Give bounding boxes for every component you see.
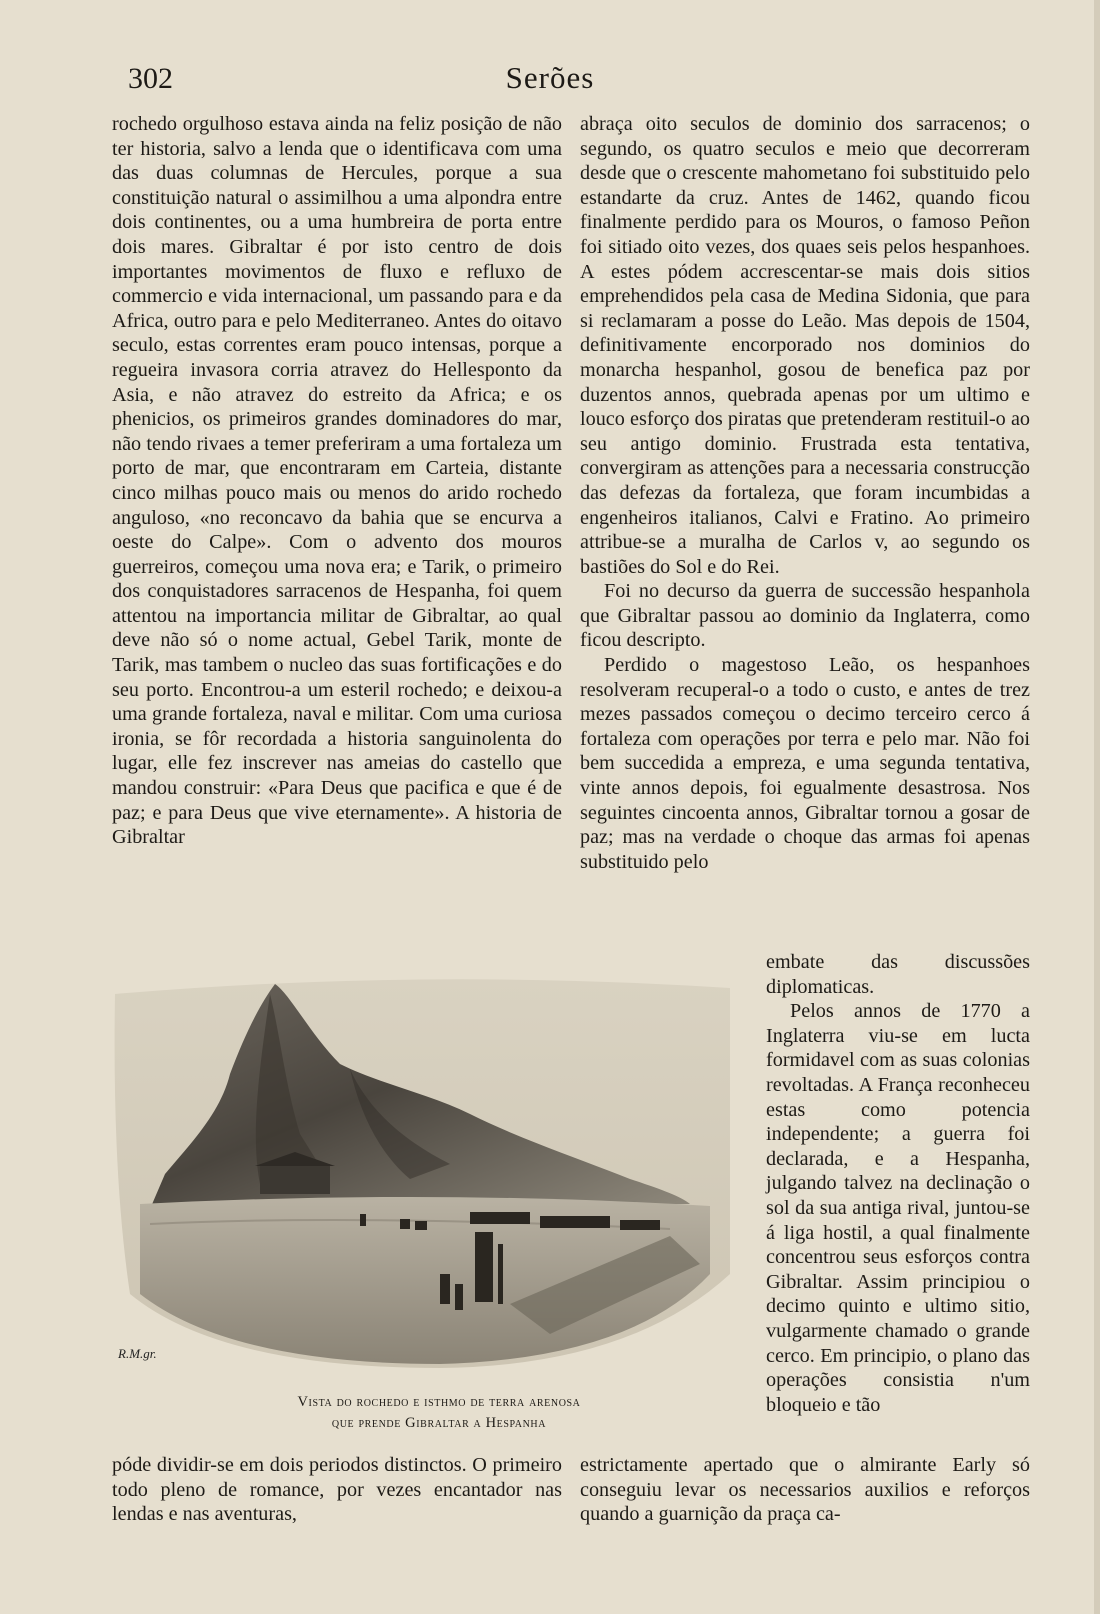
caption-line: Vista do rochedo e isthmo de terra arenosa xyxy=(297,1394,581,1410)
paragraph: Pelos annos de 1770 a Inglaterra viu-se em lucta formidavel com as suas colonias revoltadas. A França reconheceu estas como potencia independente; a guerra foi declarada, e a Hespanha, julgando talvez na declinação o sol da sua antiga rival, juntou-se á liga hostil, a qual finalmente concentrou seus esforços contra Gibraltar. Assim principiou o decimo quinto e ultimo sitio, vulgarmente chamado o grande cerco. Em principio, o plano das operações consistia n'um bloqueio e tão xyxy=(766,1000,1030,1416)
running-title: Serões xyxy=(505,60,595,95)
page-number: 302 xyxy=(128,62,173,95)
paragraph: Perdido o magestoso Leão, os hespanhoes resolveram recuperal-o a todo o custo, e antes de trez mezes passados começou o decimo terceiro cerco á fortaleza com operações por terra e pelo mar. Não foi bem succedida a empreza, e uma segunda tentativa, vinte annos depois, foi egualmente desastrosa. Nos seguintes cincoenta annos, Gibraltar tornou a gosar de paz; mas na verdade o choque das armas foi apenas substituido pelo xyxy=(580,654,1030,873)
right-column-bottom xyxy=(580,1453,1030,1527)
caption-line: que prende Gibraltar a Hespanha xyxy=(331,1415,547,1431)
paragraph: abraça oito seculos de dominio dos sarracenos; o segundo, os quatro seculos e meio que decorreram desde que o crescente mahometano foi substituido pelo estandarte da cruz. Antes de 1462, quando ficou finalmente perdido para os Mouros, o famoso Peñon foi sitiado oito vezes, dos quaes seis pelos hespanhoes. A estes pódem accrescentar-se mais dois sitios emprehendidos pela casa de Medina Sidonia, que para si reclamaram a posse do Leão. Mas depois de 1504, definitivamente encorporado nos dominios do monarcha hespanhol, gosou de benefica paz por duzentos annos, quebrada apenas por um ultimo e louco esforço dos piratas que pretenderam restituil-o ao seu antigo dominio. Frustrada esta tentativa, convergiram as attenções para a necessaria construcção das defezas da fortaleza, que foram incumbidas a engenheiros italianos, Calvi e Fratino. Ao primeiro attribue-se a muralha de Carlos v, ao segundo os bastiões do Sol e do Rei. xyxy=(580,113,1030,578)
figure-caption xyxy=(130,1392,748,1434)
paragraph: estrictamente apertado que o almirante Early só conseguiu levar os necessarios auxilios e reforços quando a guarnição da praça ca- xyxy=(580,1454,1030,1526)
paragraph: embate das discussões diplomaticas. xyxy=(766,951,1030,998)
left-column-bottom xyxy=(112,1453,562,1527)
right-column-narrow xyxy=(766,950,1030,1417)
right-column-top xyxy=(580,112,1030,874)
paragraph: rochedo orgulhoso estava ainda na feliz posição de não ter historia, salvo a lenda que o identificava com uma das duas columnas de Hercules, porque a sua constituição natural o assimilhou a uma alpondra entre dois continentes, ou a uma humbreira de porta entre dois mares. Gibraltar é por isto centro de dois importantes movimentos de fluxo e refluxo de commercio e vida internacional, um passando para e da Africa, outro para e pelo Mediterraneo. Antes do oitavo seculo, estas correntes eram pouco intensas, porque a regueira invasora corria atravez do Hellesponto da Asia, e não atravez do estreito da Africa; e os phenicios, os primeiros grandes dominadores do mar, não tendo rivaes a temer preferiram a uma fortaleza um porto de mar, que encontraram em Carteia, distante cinco milhas pouco mais ou menos do arido rochedo anguloso, «no reconcavo da bahia que se encurva a oeste do Calpe». Com o advento dos mouros guerreiros, começou uma nova era; e Tarik, o primeiro dos conquistadores sarracenos de Hespanha, foi quem attentou na importancia militar de Gibraltar, ao qual deve não só o nome actual, Gebel Tarik, monte de Tarik, mas tambem o nucleo das suas fortificações e do seu porto. Encontrou-a um esteril rochedo; e deixou-a uma grande fortaleza, naval e militar. Com uma curiosa ironia, se fôr recordada a historia sanguinolenta do lugar, elle fez inscrever nas ameias do castello que mandou construir: «Para Deus que pacifica e que é de paz; e para Deus que vive eternamente». A historia de Gibraltar xyxy=(112,113,562,849)
left-column-top xyxy=(112,112,562,850)
engraver-signature: R.M.gr. xyxy=(118,1346,157,1361)
page-edge xyxy=(1094,0,1100,1614)
paragraph: Foi no decurso da guerra de successão hespanhola que Gibraltar passou ao dominio da Inglaterra, como ficou descripto. xyxy=(580,580,1030,652)
rock-of-gibraltar-illustration xyxy=(110,974,738,1372)
paragraph: póde dividir-se em dois periodos distinctos. O primeiro todo pleno de romance, por vezes encantador nas lendas e nas aventuras, xyxy=(112,1454,562,1526)
gibraltar-engraving xyxy=(110,974,738,1372)
